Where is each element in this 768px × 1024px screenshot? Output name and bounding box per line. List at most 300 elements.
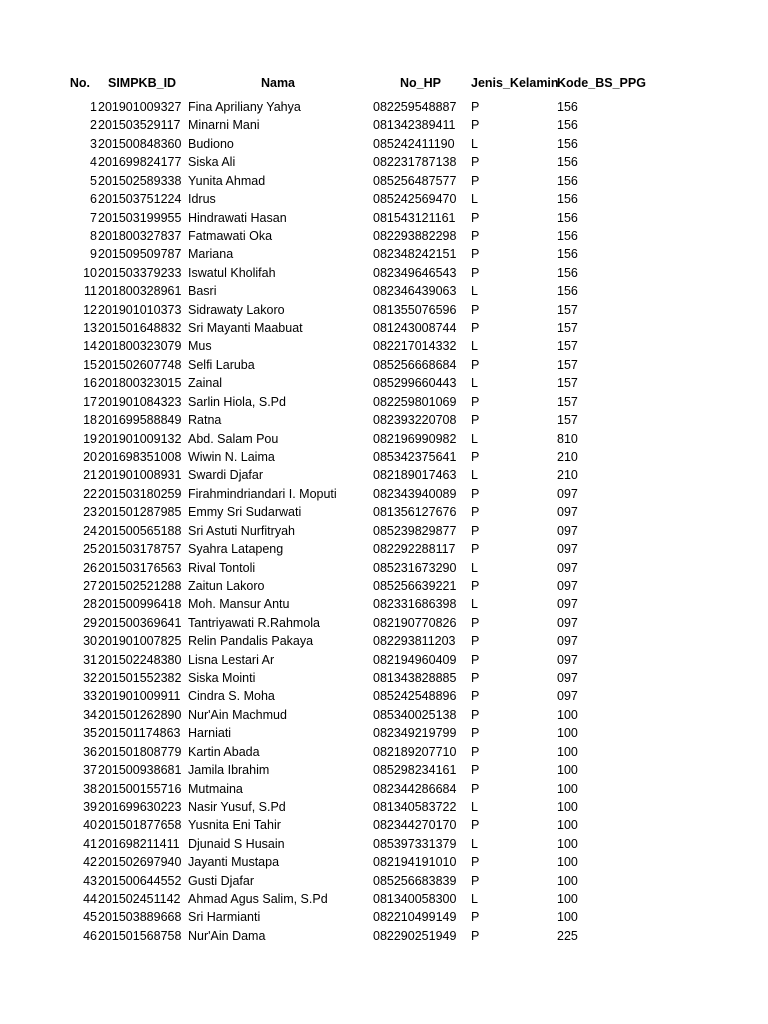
- cell-no-hp[interactable]: 085342375641: [373, 449, 457, 464]
- cell-kode-bs-ppg[interactable]: 097: [557, 597, 578, 612]
- cell-no-hp[interactable]: 082293882298: [373, 228, 457, 243]
- cell-kode-bs-ppg[interactable]: 100: [557, 707, 578, 722]
- cell-jenis-kelamin[interactable]: P: [471, 247, 480, 262]
- cell-no[interactable]: 41: [83, 836, 97, 851]
- cell-jenis-kelamin[interactable]: L: [471, 376, 478, 391]
- cell-no[interactable]: 32: [83, 671, 97, 686]
- cell-simpkb-id[interactable]: 201698211411: [98, 836, 180, 851]
- cell-jenis-kelamin[interactable]: P: [471, 726, 480, 741]
- cell-kode-bs-ppg[interactable]: 100: [557, 855, 578, 870]
- cell-jenis-kelamin[interactable]: L: [471, 192, 478, 207]
- cell-simpkb-id[interactable]: 201800323015: [98, 376, 182, 391]
- cell-simpkb-id[interactable]: 201901010373: [98, 302, 182, 317]
- cell-nama[interactable]: Firahmindriandari I. Moputi: [188, 486, 337, 501]
- cell-simpkb-id[interactable]: 201901007825: [98, 634, 182, 649]
- cell-jenis-kelamin[interactable]: P: [471, 173, 480, 188]
- cell-no[interactable]: 20: [83, 449, 97, 464]
- cell-nama[interactable]: Budiono: [188, 136, 234, 151]
- cell-no[interactable]: 23: [83, 505, 97, 520]
- cell-no[interactable]: 40: [83, 818, 97, 833]
- cell-nama[interactable]: Moh. Mansur Antu: [188, 597, 290, 612]
- cell-nama[interactable]: Fina Apriliany Yahya: [188, 100, 301, 114]
- cell-no[interactable]: 21: [83, 468, 97, 483]
- cell-simpkb-id[interactable]: 201502697940: [98, 855, 182, 870]
- cell-nama[interactable]: Sri Astuti Nurfitryah: [188, 523, 295, 538]
- cell-jenis-kelamin[interactable]: P: [471, 449, 480, 464]
- cell-no-hp[interactable]: 081343828885: [373, 671, 457, 686]
- cell-kode-bs-ppg[interactable]: 156: [557, 118, 578, 133]
- cell-no-hp[interactable]: 082349219799: [373, 726, 457, 741]
- cell-simpkb-id[interactable]: 201800323079: [98, 339, 182, 354]
- cell-no[interactable]: 43: [83, 873, 97, 888]
- cell-kode-bs-ppg[interactable]: 100: [557, 818, 578, 833]
- cell-kode-bs-ppg[interactable]: 097: [557, 652, 578, 667]
- cell-simpkb-id[interactable]: 201500644552: [98, 873, 182, 888]
- cell-no[interactable]: 15: [83, 357, 97, 372]
- cell-jenis-kelamin[interactable]: P: [471, 265, 480, 280]
- cell-kode-bs-ppg[interactable]: 210: [557, 468, 578, 483]
- table-row: [0, 724, 768, 742]
- cell-no-hp[interactable]: 085256639221: [373, 578, 457, 593]
- cell-jenis-kelamin[interactable]: P: [471, 228, 480, 243]
- cell-jenis-kelamin[interactable]: P: [471, 357, 480, 372]
- cell-no[interactable]: 39: [83, 799, 97, 814]
- cell-no[interactable]: 8: [90, 228, 97, 243]
- cell-simpkb-id[interactable]: 201502607748: [98, 357, 182, 372]
- cell-simpkb-id[interactable]: 201500369641: [98, 615, 182, 630]
- cell-jenis-kelamin[interactable]: L: [471, 836, 478, 851]
- cell-no-hp[interactable]: 085242569470: [373, 192, 457, 207]
- cell-jenis-kelamin[interactable]: P: [471, 505, 480, 520]
- cell-kode-bs-ppg[interactable]: 100: [557, 892, 578, 907]
- cell-no[interactable]: 24: [83, 523, 97, 538]
- cell-nama[interactable]: Mariana: [188, 247, 234, 262]
- cell-nama[interactable]: Nasir Yusuf, S.Pd: [188, 799, 286, 814]
- cell-nama[interactable]: Abd. Salam Pou: [188, 431, 279, 446]
- cell-no[interactable]: 35: [83, 726, 97, 741]
- cell-jenis-kelamin[interactable]: L: [471, 468, 478, 483]
- cell-no-hp[interactable]: 082348242151: [373, 247, 457, 262]
- cell-kode-bs-ppg[interactable]: 100: [557, 836, 578, 851]
- cell-jenis-kelamin[interactable]: P: [471, 763, 480, 778]
- header-no-hp[interactable]: No_HP: [400, 76, 441, 90]
- table-row: [0, 761, 768, 779]
- cell-no-hp[interactable]: 085256683839: [373, 873, 457, 888]
- cell-no[interactable]: 13: [83, 321, 97, 336]
- table-row: [0, 301, 768, 319]
- cell-no-hp[interactable]: 081355076596: [373, 302, 457, 317]
- cell-no-hp[interactable]: 082210499149: [373, 910, 457, 925]
- cell-nama[interactable]: Siska Ali: [188, 155, 236, 170]
- cell-no[interactable]: 14: [83, 339, 97, 354]
- cell-no[interactable]: 19: [83, 431, 97, 446]
- cell-jenis-kelamin[interactable]: P: [471, 413, 480, 428]
- cell-kode-bs-ppg[interactable]: 156: [557, 210, 578, 225]
- cell-no[interactable]: 11: [84, 284, 97, 299]
- cell-kode-bs-ppg[interactable]: 097: [557, 505, 578, 520]
- cell-no-hp[interactable]: 082189017463: [373, 468, 457, 483]
- cell-kode-bs-ppg[interactable]: 100: [557, 873, 578, 888]
- cell-simpkb-id[interactable]: 201501648832: [98, 321, 182, 336]
- cell-kode-bs-ppg[interactable]: 210: [557, 449, 578, 464]
- cell-no-hp[interactable]: 082293811203: [373, 634, 456, 649]
- cell-jenis-kelamin[interactable]: P: [471, 928, 480, 943]
- cell-jenis-kelamin[interactable]: P: [471, 486, 480, 501]
- cell-no-hp[interactable]: 082393220708: [373, 413, 457, 428]
- cell-jenis-kelamin[interactable]: L: [471, 284, 478, 299]
- cell-no-hp[interactable]: 082196990982: [373, 431, 457, 446]
- cell-no-hp[interactable]: 082189207710: [373, 744, 457, 759]
- table-row: [0, 98, 768, 116]
- cell-jenis-kelamin[interactable]: L: [471, 597, 478, 612]
- cell-jenis-kelamin[interactable]: P: [471, 155, 480, 170]
- cell-nama[interactable]: Zaitun Lakoro: [188, 578, 265, 593]
- cell-no-hp[interactable]: 085242548896: [373, 689, 457, 704]
- cell-nama[interactable]: Basri: [188, 284, 217, 299]
- cell-simpkb-id[interactable]: 201699588849: [98, 413, 182, 428]
- cell-jenis-kelamin[interactable]: P: [471, 100, 480, 114]
- cell-no-hp[interactable]: 082259801069: [373, 394, 457, 409]
- cell-jenis-kelamin[interactable]: P: [471, 394, 480, 409]
- cell-no[interactable]: 18: [83, 413, 97, 428]
- table-row: [0, 393, 768, 411]
- cell-nama[interactable]: Tantriyawati R.Rahmola: [188, 615, 320, 630]
- cell-no[interactable]: 44: [83, 892, 97, 907]
- cell-no[interactable]: 17: [83, 394, 97, 409]
- cell-no-hp[interactable]: 085397331379: [373, 836, 457, 851]
- cell-no[interactable]: 42: [83, 855, 97, 870]
- cell-no-hp[interactable]: 082331686398: [373, 597, 457, 612]
- cell-kode-bs-ppg[interactable]: 156: [557, 284, 578, 299]
- cell-jenis-kelamin[interactable]: P: [471, 671, 480, 686]
- cell-no[interactable]: 3: [90, 136, 97, 151]
- cell-simpkb-id[interactable]: 201503529117: [98, 118, 181, 133]
- cell-kode-bs-ppg[interactable]: 100: [557, 910, 578, 925]
- cell-simpkb-id[interactable]: 201698351008: [98, 449, 182, 464]
- cell-jenis-kelamin[interactable]: P: [471, 744, 480, 759]
- cell-nama[interactable]: Sri Mayanti Maabuat: [188, 321, 303, 336]
- cell-nama[interactable]: Sri Harmianti: [188, 910, 261, 925]
- cell-no[interactable]: 9: [90, 247, 97, 262]
- cell-jenis-kelamin[interactable]: L: [471, 892, 478, 907]
- cell-kode-bs-ppg[interactable]: 156: [557, 173, 578, 188]
- cell-kode-bs-ppg[interactable]: 156: [557, 228, 578, 243]
- cell-no-hp[interactable]: 082190770826: [373, 615, 457, 630]
- cell-simpkb-id[interactable]: 201503199955: [98, 210, 182, 225]
- cell-nama[interactable]: Hindrawati Hasan: [188, 210, 287, 225]
- cell-nama[interactable]: Wiwin N. Laima: [188, 449, 275, 464]
- cell-jenis-kelamin[interactable]: P: [471, 910, 480, 925]
- cell-jenis-kelamin[interactable]: P: [471, 523, 480, 538]
- cell-jenis-kelamin[interactable]: P: [471, 689, 480, 704]
- cell-kode-bs-ppg[interactable]: 097: [557, 560, 578, 575]
- cell-no-hp[interactable]: 085340025138: [373, 707, 457, 722]
- cell-nama[interactable]: Iswatul Kholifah: [188, 265, 276, 280]
- cell-no-hp[interactable]: 082194191010: [373, 855, 457, 870]
- cell-jenis-kelamin[interactable]: P: [471, 321, 480, 336]
- table-row: [0, 559, 768, 577]
- cell-jenis-kelamin[interactable]: P: [471, 578, 480, 593]
- cell-kode-bs-ppg[interactable]: 156: [557, 192, 578, 207]
- table-row: [0, 172, 768, 190]
- cell-nama[interactable]: Sarlin Hiola, S.Pd: [188, 394, 286, 409]
- cell-no-hp[interactable]: 081340058300: [373, 892, 457, 907]
- cell-nama[interactable]: Sidrawaty Lakoro: [188, 302, 285, 317]
- cell-nama[interactable]: Rival Tontoli: [188, 560, 256, 575]
- cell-no-hp[interactable]: 082346439063: [373, 284, 457, 299]
- cell-kode-bs-ppg[interactable]: 157: [557, 321, 578, 336]
- cell-no-hp[interactable]: 081243008744: [373, 321, 457, 336]
- cell-no[interactable]: 30: [83, 634, 97, 649]
- cell-simpkb-id[interactable]: 201901009911: [98, 689, 181, 704]
- cell-kode-bs-ppg[interactable]: 097: [557, 542, 578, 557]
- cell-jenis-kelamin[interactable]: P: [471, 818, 480, 833]
- cell-simpkb-id[interactable]: 201699824177: [98, 155, 182, 170]
- table-row: [0, 356, 768, 374]
- table-row: [0, 190, 768, 208]
- cell-nama[interactable]: Nur'Ain Machmud: [188, 707, 287, 722]
- cell-no[interactable]: 37: [83, 763, 97, 778]
- cell-no[interactable]: 27: [83, 578, 97, 593]
- cell-simpkb-id[interactable]: 201501808779: [98, 744, 182, 759]
- cell-simpkb-id[interactable]: 201901008931: [98, 468, 182, 483]
- cell-nama[interactable]: Djunaid S Husain: [188, 836, 285, 851]
- cell-no[interactable]: 10: [83, 265, 97, 280]
- cell-nama[interactable]: Lisna Lestari Ar: [188, 652, 275, 667]
- cell-nama[interactable]: Mus: [188, 339, 212, 354]
- table-row: [0, 374, 768, 392]
- cell-simpkb-id[interactable]: 201503751224: [98, 192, 182, 207]
- header-simpkb-id[interactable]: SIMPKB_ID: [108, 76, 177, 90]
- cell-no-hp[interactable]: 085239829877: [373, 523, 457, 538]
- cell-kode-bs-ppg[interactable]: 100: [557, 744, 578, 759]
- cell-no-hp[interactable]: 082217014332: [373, 339, 457, 354]
- cell-no-hp[interactable]: 082343940089: [373, 486, 457, 501]
- cell-simpkb-id[interactable]: 201901009327: [98, 100, 182, 114]
- cell-nama[interactable]: Swardi Djafar: [188, 468, 264, 483]
- cell-no-hp[interactable]: 082292288117: [373, 542, 456, 557]
- cell-jenis-kelamin[interactable]: L: [471, 136, 478, 151]
- cell-no-hp[interactable]: 081356127676: [373, 505, 457, 520]
- cell-kode-bs-ppg[interactable]: 156: [557, 136, 578, 151]
- cell-simpkb-id[interactable]: 201502248380: [98, 652, 182, 667]
- table-row: [0, 651, 768, 669]
- cell-simpkb-id[interactable]: 201901084323: [98, 394, 182, 409]
- cell-simpkb-id[interactable]: 201500155716: [98, 781, 182, 796]
- cell-simpkb-id[interactable]: 201502451142: [98, 892, 181, 907]
- cell-simpkb-id[interactable]: 201800327837: [98, 228, 182, 243]
- cell-nama[interactable]: Jamila Ibrahim: [188, 763, 270, 778]
- cell-jenis-kelamin[interactable]: P: [471, 118, 480, 133]
- table-row: [0, 798, 768, 816]
- cell-simpkb-id[interactable]: 201500848360: [98, 136, 182, 151]
- cell-no[interactable]: 29: [83, 615, 97, 630]
- cell-kode-bs-ppg[interactable]: 225: [557, 928, 578, 943]
- cell-jenis-kelamin[interactable]: L: [471, 431, 478, 446]
- cell-no-hp[interactable]: 081543121161: [373, 210, 456, 225]
- cell-simpkb-id[interactable]: 201503180259: [98, 486, 182, 501]
- cell-nama[interactable]: Ahmad Agus Salim, S.Pd: [188, 892, 328, 907]
- cell-nama[interactable]: Minarni Mani: [188, 118, 260, 133]
- cell-simpkb-id[interactable]: 201500565188: [98, 523, 182, 538]
- cell-nama[interactable]: Kartin Abada: [188, 744, 260, 759]
- cell-kode-bs-ppg[interactable]: 810: [557, 431, 578, 446]
- cell-jenis-kelamin[interactable]: P: [471, 542, 480, 557]
- cell-kode-bs-ppg[interactable]: 097: [557, 615, 578, 630]
- cell-nama[interactable]: Fatmawati Oka: [188, 228, 273, 243]
- cell-kode-bs-ppg[interactable]: 097: [557, 671, 578, 686]
- cell-no-hp[interactable]: 085299660443: [373, 376, 457, 391]
- cell-no-hp[interactable]: 082194960409: [373, 652, 457, 667]
- header-row: [0, 74, 768, 92]
- cell-kode-bs-ppg[interactable]: 156: [557, 247, 578, 262]
- cell-simpkb-id[interactable]: 201502521288: [98, 578, 182, 593]
- cell-no[interactable]: 2: [90, 118, 97, 133]
- cell-no[interactable]: 45: [83, 910, 97, 925]
- cell-no-hp[interactable]: 082344270170: [373, 818, 457, 833]
- cell-no-hp[interactable]: 085298234161: [373, 763, 457, 778]
- cell-no-hp[interactable]: 082290251949: [373, 928, 457, 943]
- cell-no[interactable]: 28: [83, 597, 97, 612]
- table-row: [0, 687, 768, 705]
- cell-kode-bs-ppg[interactable]: 097: [557, 689, 578, 704]
- cell-no[interactable]: 5: [90, 173, 97, 188]
- header-no[interactable]: No.: [69, 76, 90, 90]
- cell-simpkb-id[interactable]: 201502589338: [98, 173, 182, 188]
- table-row: [0, 319, 768, 337]
- cell-kode-bs-ppg[interactable]: 100: [557, 763, 578, 778]
- cell-nama[interactable]: Relin Pandalis Pakaya: [188, 634, 314, 649]
- cell-no[interactable]: 6: [90, 192, 97, 207]
- cell-simpkb-id[interactable]: 201699630223: [98, 799, 182, 814]
- cell-no-hp[interactable]: 081342389411: [373, 118, 456, 133]
- cell-simpkb-id[interactable]: 201501174863: [98, 726, 181, 741]
- cell-kode-bs-ppg[interactable]: 097: [557, 486, 578, 501]
- cell-no[interactable]: 1: [90, 100, 97, 114]
- cell-no-hp[interactable]: 085231673290: [373, 560, 457, 575]
- cell-no[interactable]: 4: [90, 155, 97, 170]
- cell-jenis-kelamin[interactable]: P: [471, 855, 480, 870]
- cell-no[interactable]: 33: [83, 689, 97, 704]
- cell-jenis-kelamin[interactable]: P: [471, 652, 480, 667]
- cell-kode-bs-ppg[interactable]: 157: [557, 394, 578, 409]
- cell-no[interactable]: 46: [83, 928, 97, 943]
- cell-jenis-kelamin[interactable]: P: [471, 302, 480, 317]
- table-row: [0, 780, 768, 798]
- cell-no-hp[interactable]: 085242411190: [373, 136, 455, 151]
- cell-jenis-kelamin[interactable]: P: [471, 615, 480, 630]
- cell-kode-bs-ppg[interactable]: 097: [557, 523, 578, 538]
- cell-kode-bs-ppg[interactable]: 157: [557, 376, 578, 391]
- cell-simpkb-id[interactable]: 201501552382: [98, 671, 182, 686]
- cell-nama[interactable]: Yunita Ahmad: [188, 173, 266, 188]
- cell-nama[interactable]: Ratna: [188, 413, 222, 428]
- cell-simpkb-id[interactable]: 201501568758: [98, 928, 182, 943]
- cell-no-hp[interactable]: 082349646543: [373, 265, 457, 280]
- cell-nama[interactable]: Cindra S. Moha: [188, 689, 275, 704]
- cell-no-hp[interactable]: 085256487577: [373, 173, 457, 188]
- cell-simpkb-id[interactable]: 201509509787: [98, 247, 182, 262]
- cell-simpkb-id[interactable]: 201503379233: [98, 265, 182, 280]
- cell-nama[interactable]: Selfi Laruba: [188, 357, 255, 372]
- cell-no[interactable]: 16: [83, 376, 97, 391]
- cell-kode-bs-ppg[interactable]: 157: [557, 302, 578, 317]
- cell-kode-bs-ppg[interactable]: 156: [557, 265, 578, 280]
- cell-simpkb-id[interactable]: 201500996418: [98, 597, 182, 612]
- cell-no[interactable]: 22: [83, 486, 97, 501]
- cell-no[interactable]: 36: [83, 744, 97, 759]
- cell-kode-bs-ppg[interactable]: 157: [557, 413, 578, 428]
- cell-nama[interactable]: Mutmaina: [188, 781, 243, 796]
- cell-kode-bs-ppg[interactable]: 156: [557, 100, 578, 114]
- cell-no[interactable]: 34: [83, 707, 97, 722]
- cell-no-hp[interactable]: 082344286684: [373, 781, 457, 796]
- cell-kode-bs-ppg[interactable]: 100: [557, 726, 578, 741]
- cell-nama[interactable]: Gusti Djafar: [188, 873, 254, 888]
- cell-jenis-kelamin[interactable]: P: [471, 781, 480, 796]
- header-nama[interactable]: Nama: [260, 76, 296, 90]
- cell-jenis-kelamin[interactable]: P: [471, 707, 480, 722]
- cell-no-hp[interactable]: 082259548887: [373, 100, 457, 114]
- cell-simpkb-id[interactable]: 201800328961: [98, 284, 182, 299]
- cell-simpkb-id[interactable]: 201501877658: [98, 818, 182, 833]
- cell-jenis-kelamin[interactable]: L: [471, 339, 478, 354]
- cell-nama[interactable]: Idrus: [188, 192, 216, 207]
- cell-simpkb-id[interactable]: 201501287985: [98, 505, 182, 520]
- cell-kode-bs-ppg[interactable]: 100: [557, 781, 578, 796]
- cell-simpkb-id[interactable]: 201901009132: [98, 431, 182, 446]
- cell-simpkb-id[interactable]: 201503178757: [98, 542, 182, 557]
- cell-no[interactable]: 26: [83, 560, 97, 575]
- table-row: [0, 614, 768, 632]
- cell-no[interactable]: 7: [90, 210, 97, 225]
- cell-no[interactable]: 31: [83, 652, 97, 667]
- cell-nama[interactable]: Emmy Sri Sudarwati: [188, 505, 302, 520]
- cell-jenis-kelamin[interactable]: P: [471, 873, 480, 888]
- cell-nama[interactable]: Yusnita Eni Tahir: [188, 818, 281, 833]
- cell-nama[interactable]: Harniati: [188, 726, 232, 741]
- cell-no[interactable]: 25: [83, 542, 97, 557]
- cell-jenis-kelamin[interactable]: L: [471, 799, 478, 814]
- header-jenis-kelamin[interactable]: Jenis_Kelamin: [471, 76, 559, 90]
- cell-jenis-kelamin[interactable]: L: [471, 560, 478, 575]
- table-row: [0, 835, 768, 853]
- cell-no-hp[interactable]: 082231787138: [373, 155, 457, 170]
- cell-nama[interactable]: Zainal: [188, 376, 223, 391]
- cell-kode-bs-ppg[interactable]: 156: [557, 155, 578, 170]
- cell-nama[interactable]: Siska Mointi: [188, 671, 256, 686]
- cell-nama[interactable]: Nur'Ain Dama: [188, 928, 266, 943]
- cell-kode-bs-ppg[interactable]: 157: [557, 357, 578, 372]
- cell-nama[interactable]: Jayanti Mustapa: [188, 855, 280, 870]
- cell-no-hp[interactable]: 081340583722: [373, 799, 457, 814]
- cell-jenis-kelamin[interactable]: P: [471, 634, 480, 649]
- cell-kode-bs-ppg[interactable]: 097: [557, 634, 578, 649]
- cell-nama[interactable]: Syahra Latapeng: [188, 542, 284, 557]
- cell-jenis-kelamin[interactable]: P: [471, 210, 480, 225]
- cell-kode-bs-ppg[interactable]: 157: [557, 339, 578, 354]
- cell-simpkb-id[interactable]: 201501262890: [98, 707, 182, 722]
- cell-simpkb-id[interactable]: 201503889668: [98, 910, 182, 925]
- cell-no[interactable]: 38: [83, 781, 97, 796]
- cell-kode-bs-ppg[interactable]: 100: [557, 799, 578, 814]
- cell-no[interactable]: 12: [83, 302, 97, 317]
- cell-kode-bs-ppg[interactable]: 097: [557, 578, 578, 593]
- cell-no-hp[interactable]: 085256668684: [373, 357, 457, 372]
- header-kode-bs-ppg[interactable]: Kode_BS_PPG: [557, 76, 646, 90]
- cell-simpkb-id[interactable]: 201503176563: [98, 560, 182, 575]
- cell-simpkb-id[interactable]: 201500938681: [98, 763, 182, 778]
